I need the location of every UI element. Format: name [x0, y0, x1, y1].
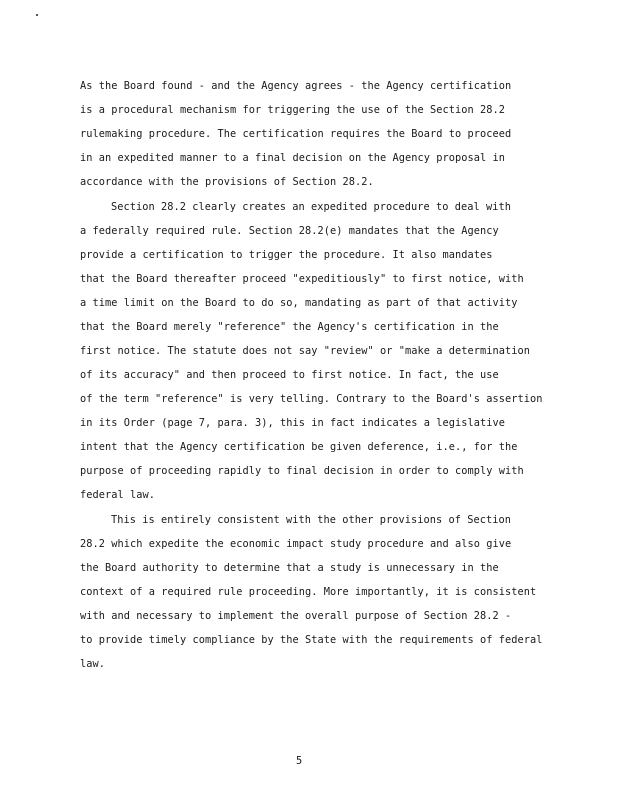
text-line: accordance with the provisions of Section 28.2.: [80, 176, 374, 188]
text-line: law.: [80, 658, 105, 670]
text-line: purpose of proceeding rapidly to final decision in order to comply with: [80, 465, 524, 477]
text-line: the Board authority to determine that a study is unnecessary in the: [80, 562, 499, 574]
text-line: that the Board merely "reference" the Agency's certification in the: [80, 321, 499, 333]
text-line: first notice. The statute does not say "review" or "make a determination: [80, 345, 530, 357]
scan-speck: [36, 14, 38, 16]
text-line: federal law.: [80, 489, 155, 501]
text-line: provide a certification to trigger the procedure. It also mandates: [80, 249, 493, 261]
text-line: that the Board thereafter proceed "expeditiously" to first notice, with: [80, 273, 524, 285]
text-line: rulemaking procedure. The certification requires the Board to proceed: [80, 128, 512, 140]
text-line: 28.2 which expedite the economic impact study procedure and also give: [80, 538, 512, 550]
text-line: of its accuracy" and then proceed to first notice. In fact, the use: [80, 369, 499, 381]
text-line: Section 28.2 clearly creates an expedited procedure to deal with: [111, 201, 511, 213]
text-line: This is entirely consistent with the other provisions of Section: [111, 514, 511, 526]
text-line: with and necessary to implement the overall purpose of Section 28.2 -: [80, 610, 512, 622]
text-line: of the term "reference" is very telling. Contrary to the Board's assertion: [80, 393, 543, 405]
text-line: As the Board found - and the Agency agrees - the Agency certification: [80, 80, 512, 92]
text-line: intent that the Agency certification be given deference, i.e., for the: [80, 441, 518, 453]
text-line: in an expedited manner to a final decision on the Agency proposal in: [80, 152, 505, 164]
text-line: a federally required rule. Section 28.2(e) mandates that the Agency: [80, 225, 499, 237]
text-line: context of a required rule proceeding. More importantly, it is consistent: [80, 586, 537, 598]
text-line: is a procedural mechanism for triggering the use of the Section 28.2: [80, 104, 505, 116]
text-line: a time limit on the Board to do so, mandating as part of that activity: [80, 297, 518, 309]
text-line: in its Order (page 7, para. 3), this in fact indicates a legislative: [80, 417, 505, 429]
page-number: 5: [296, 755, 303, 767]
text-line: to provide timely compliance by the State with the requirements of federal: [80, 634, 543, 646]
